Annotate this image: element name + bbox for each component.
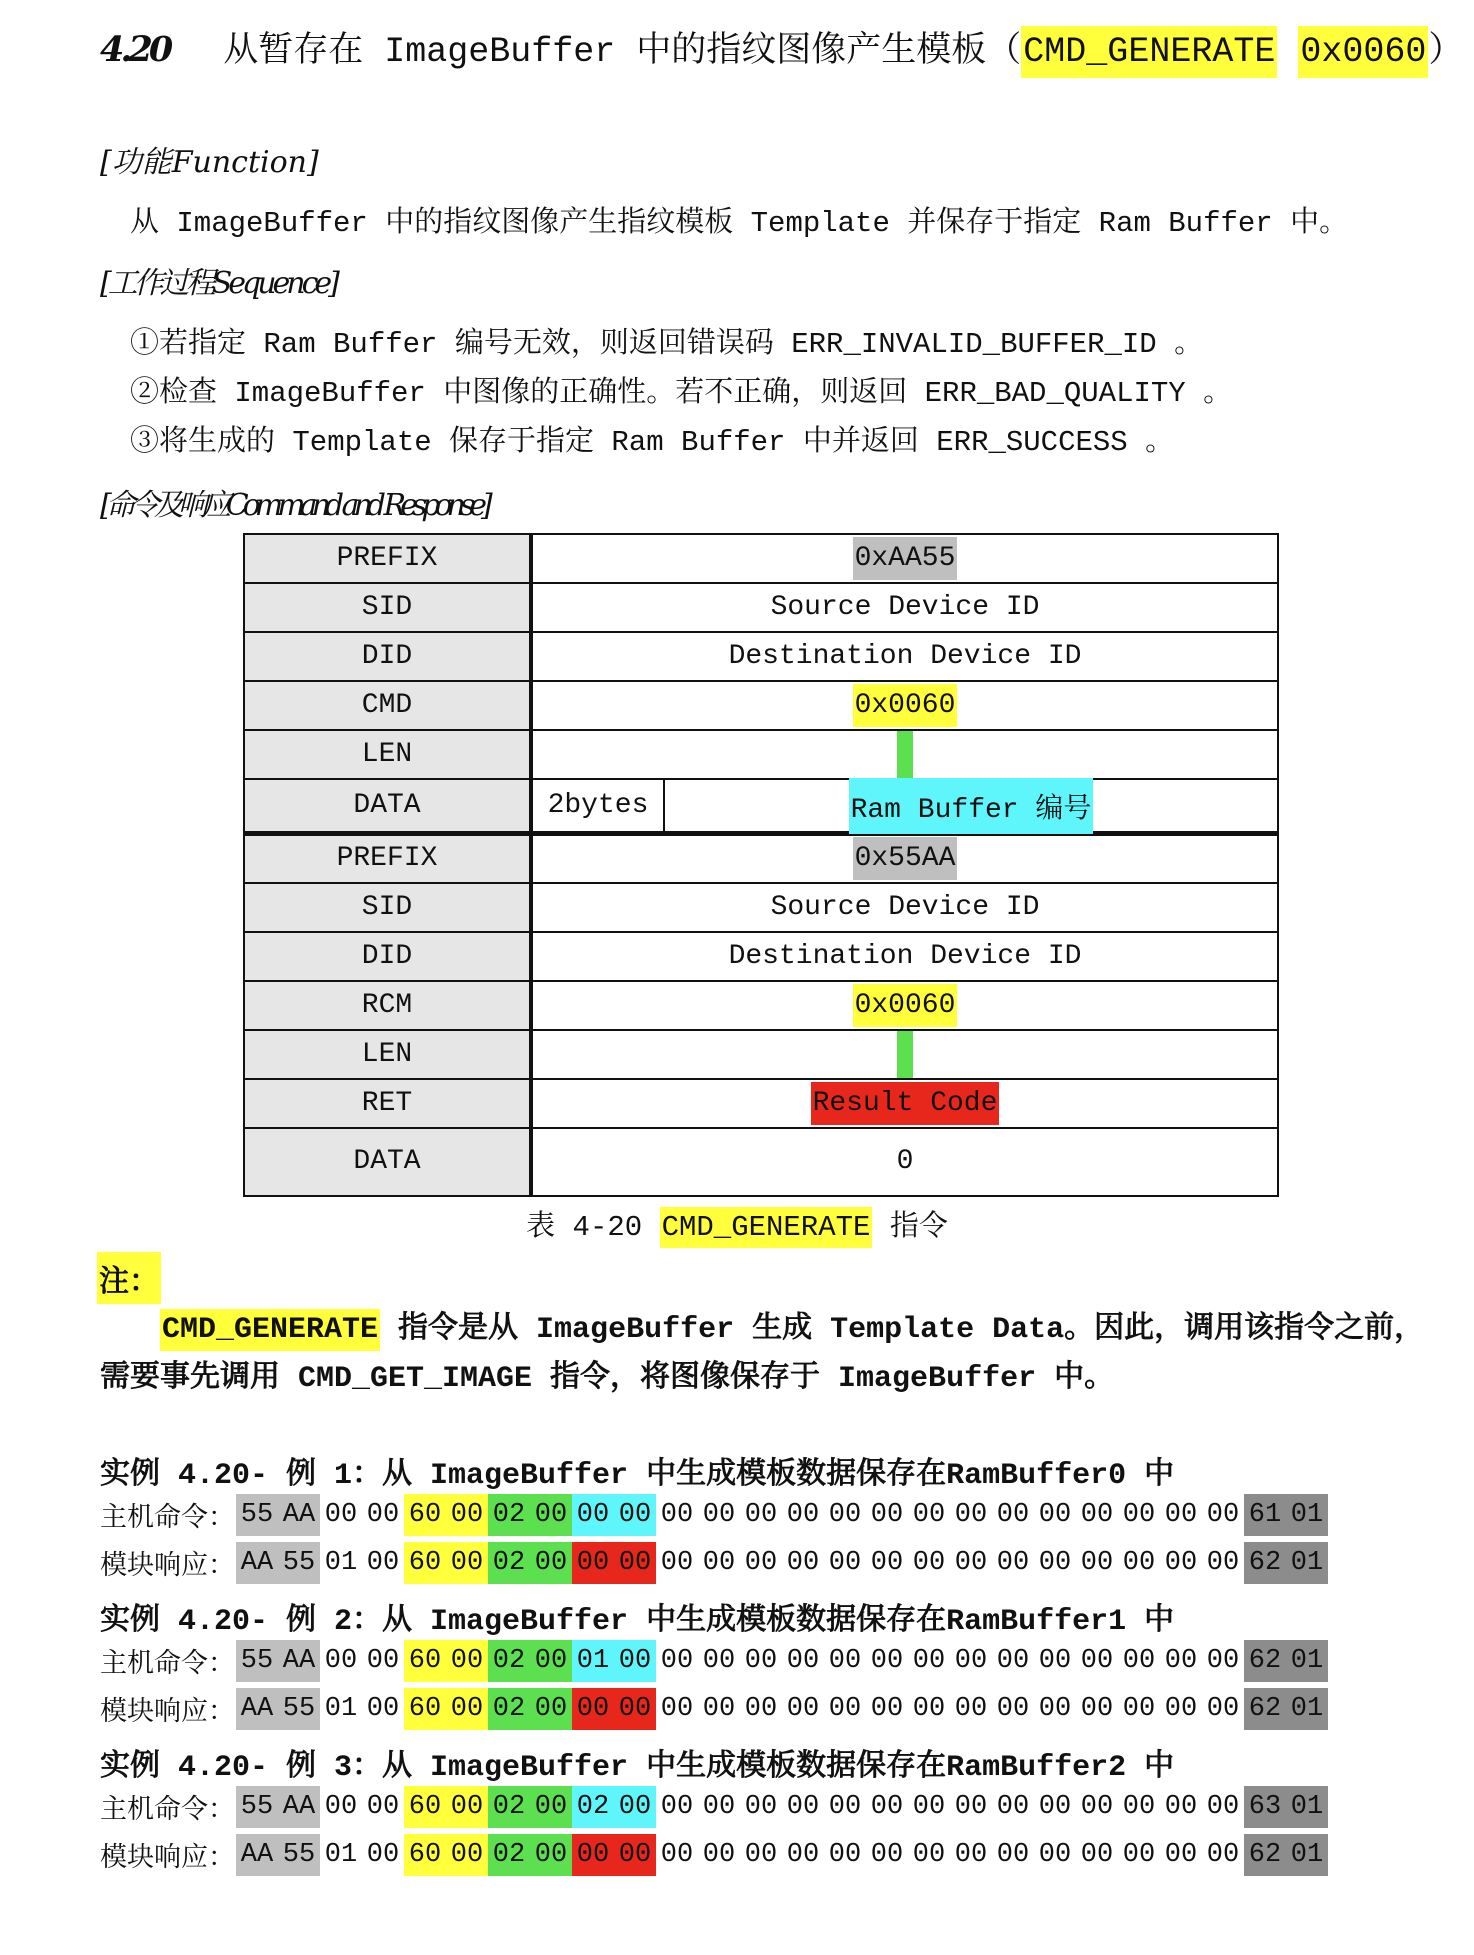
host-command-row [100, 1494, 1328, 1536]
len-marker [897, 731, 913, 778]
hex-byte: 00 [702, 1792, 736, 1822]
table-row [244, 1128, 1278, 1196]
hex-byte: 61 [1244, 1494, 1286, 1536]
hex-byte: 00 [702, 1646, 736, 1676]
hex-byte: 63 [1244, 1786, 1286, 1828]
hex-bytes [236, 1688, 1328, 1730]
len-marker [897, 1031, 913, 1078]
table-row [244, 834, 1278, 883]
note-line-1-text: 指令是从 ImageBuffer 生成 Template Data。因此，调用该指令之前， [380, 1313, 1425, 1347]
hex-byte: 62 [1244, 1542, 1286, 1584]
title-text: 从暂存在 ImageBuffer 中的指纹图像产生模板（ [223, 32, 1022, 72]
hex-byte: 00 [828, 1548, 862, 1578]
note-line-2: 需要事先调用 CMD_GET_IMAGE 指令，将图像保存于 ImageBuffer 中。 [100, 1362, 1115, 1396]
hex-byte: 00 [954, 1840, 988, 1870]
hex-byte: 00 [324, 1500, 358, 1530]
rsp-len-label: LEN [244, 1030, 531, 1079]
hex-byte: AA [278, 1494, 320, 1536]
hex-byte: 02 [488, 1640, 530, 1682]
rsp-data-value: 0 [531, 1128, 1278, 1196]
hex-byte: 00 [912, 1646, 946, 1676]
hex-byte: 00 [744, 1694, 778, 1724]
hex-byte: 62 [1244, 1688, 1286, 1730]
hex-byte: 00 [996, 1840, 1030, 1870]
note-label: 注： [97, 1252, 161, 1304]
hex-byte: 55 [278, 1834, 320, 1876]
hex-byte: 00 [446, 1834, 488, 1876]
hex-byte: 00 [446, 1688, 488, 1730]
table-row [244, 534, 1278, 583]
rsp-did-label: DID [244, 932, 531, 981]
hex-byte: 00 [1080, 1694, 1114, 1724]
caption-suffix: 指令 [872, 1211, 948, 1244]
table-row [244, 730, 1278, 779]
hex-byte: 00 [446, 1542, 488, 1584]
hex-byte: 02 [488, 1786, 530, 1828]
rsp-prefix-label: PREFIX [244, 834, 531, 883]
table-row [244, 981, 1278, 1030]
hex-byte: 00 [828, 1646, 862, 1676]
rsp-len-value-cell [531, 1030, 1278, 1079]
title-close: ） [1428, 32, 1464, 72]
hex-byte: 00 [1164, 1694, 1198, 1724]
hex-byte: 00 [530, 1640, 572, 1682]
hex-byte: 00 [786, 1792, 820, 1822]
example-title: 实例 4.20- 例 1：从 ImageBuffer 中生成模板数据保存在RamBuffer0 中 [100, 1459, 1175, 1493]
hex-byte: 00 [1122, 1646, 1156, 1676]
hex-byte: 00 [1164, 1840, 1198, 1870]
hex-byte: 00 [954, 1646, 988, 1676]
module-response-row [100, 1834, 1328, 1876]
hex-byte: 00 [870, 1500, 904, 1530]
hex-byte: 00 [366, 1792, 400, 1822]
table-row [244, 583, 1278, 632]
hex-byte: 00 [1122, 1500, 1156, 1530]
hex-byte: 00 [660, 1646, 694, 1676]
cmd-len-value-cell [531, 730, 1278, 779]
host-label: 主机命令： [100, 1505, 235, 1535]
hex-byte: 60 [404, 1786, 446, 1828]
hex-byte: 00 [660, 1500, 694, 1530]
hex-byte: 00 [996, 1548, 1030, 1578]
note-line-1 [160, 1302, 1424, 1347]
hex-byte: 02 [488, 1494, 530, 1536]
hex-byte: 00 [324, 1646, 358, 1676]
hex-byte: 00 [744, 1500, 778, 1530]
hex-byte: 00 [786, 1500, 820, 1530]
cmd-sid-value: Source Device ID [531, 583, 1278, 632]
hex-byte: 02 [488, 1542, 530, 1584]
hex-byte: 00 [572, 1688, 614, 1730]
hex-byte: 60 [404, 1640, 446, 1682]
hex-byte: 00 [530, 1542, 572, 1584]
hex-byte: 00 [446, 1786, 488, 1828]
hex-byte: 00 [954, 1548, 988, 1578]
cmd-cmd-value-cell [531, 681, 1278, 730]
hex-byte: 55 [278, 1542, 320, 1584]
hex-byte: 00 [786, 1548, 820, 1578]
cmd-prefix-label: PREFIX [244, 534, 531, 583]
hex-byte: 00 [954, 1500, 988, 1530]
hex-byte: 00 [1122, 1840, 1156, 1870]
hex-byte: 55 [236, 1786, 278, 1828]
hex-byte: 00 [530, 1494, 572, 1536]
hex-byte: AA [236, 1834, 278, 1876]
hex-byte: 01 [1286, 1640, 1328, 1682]
hex-byte: 00 [786, 1694, 820, 1724]
hex-byte: 00 [366, 1840, 400, 1870]
hex-byte: 00 [954, 1792, 988, 1822]
example-title: 实例 4.20- 例 2：从 ImageBuffer 中生成模板数据保存在RamBuffer1 中 [100, 1605, 1175, 1639]
rsp-ret-value: Result Code [811, 1082, 1000, 1125]
hex-bytes [236, 1640, 1328, 1682]
cmd-data-value: Ram Buffer 编号 [849, 778, 1094, 834]
host-label: 主机命令： [100, 1651, 235, 1681]
hex-byte: 55 [236, 1494, 278, 1536]
hex-byte: 00 [1206, 1500, 1240, 1530]
hex-byte: 00 [1038, 1548, 1072, 1578]
hex-bytes [236, 1786, 1328, 1828]
rsp-ret-value-cell [531, 1079, 1278, 1128]
hex-byte: 60 [404, 1688, 446, 1730]
hex-byte: 00 [614, 1542, 656, 1584]
hex-byte: 00 [530, 1688, 572, 1730]
table-row [244, 1079, 1278, 1128]
hex-bytes [236, 1542, 1328, 1584]
hex-byte: 00 [912, 1694, 946, 1724]
hex-byte: 00 [702, 1694, 736, 1724]
caption-cmd: CMD_GENERATE [660, 1207, 873, 1248]
hex-byte: 00 [828, 1500, 862, 1530]
hex-byte: 00 [660, 1792, 694, 1822]
host-command-row [100, 1640, 1328, 1682]
hex-byte: 00 [1080, 1548, 1114, 1578]
cmd-len-label: LEN [244, 730, 531, 779]
hex-byte: 00 [1122, 1792, 1156, 1822]
hex-byte: 00 [702, 1840, 736, 1870]
hex-byte: 60 [404, 1542, 446, 1584]
cmd-data-size: 2bytes [533, 780, 665, 831]
table-caption [0, 1203, 1474, 1244]
hex-byte: 00 [954, 1694, 988, 1724]
hex-byte: 00 [1122, 1548, 1156, 1578]
hex-byte: 01 [1286, 1494, 1328, 1536]
hex-byte: 00 [1164, 1548, 1198, 1578]
example-title: 实例 4.20- 例 3：从 ImageBuffer 中生成模板数据保存在RamBuffer2 中 [100, 1751, 1175, 1785]
cmd-prefix-value-cell [531, 534, 1278, 583]
caption-prefix: 表 4-20 [526, 1211, 660, 1244]
hex-byte: 00 [614, 1834, 656, 1876]
hex-byte: 00 [828, 1792, 862, 1822]
function-body: 从 ImageBuffer 中的指纹图像产生指纹模板 Template 并保存于指定 Ram Buffer 中。 [130, 207, 1349, 240]
section-number: 4.20 [100, 29, 170, 70]
hex-byte: 00 [870, 1840, 904, 1870]
function-heading: [功能Function] [100, 145, 319, 180]
hex-byte: 00 [366, 1548, 400, 1578]
rsp-data-label: DATA [244, 1128, 531, 1196]
sequence-heading: [工作过程Sequence] [100, 266, 336, 301]
cmd-data-label: DATA [244, 779, 531, 834]
hex-byte: 00 [572, 1494, 614, 1536]
hex-byte: 00 [912, 1792, 946, 1822]
hex-byte: 00 [1122, 1694, 1156, 1724]
sequence-step-3: ③将生成的 Template 保存于指定 Ram Buffer 中并返回 ERR_SUCCESS 。 [130, 426, 1175, 459]
hex-byte: 00 [614, 1688, 656, 1730]
host-label: 主机命令： [100, 1797, 235, 1827]
hex-byte: 00 [744, 1646, 778, 1676]
table-row [244, 1030, 1278, 1079]
hex-byte: 00 [702, 1548, 736, 1578]
hex-byte: 00 [530, 1786, 572, 1828]
hex-byte: 00 [1038, 1694, 1072, 1724]
hex-byte: 01 [1286, 1786, 1328, 1828]
cmd-did-value: Destination Device ID [531, 632, 1278, 681]
hex-byte: AA [278, 1786, 320, 1828]
hex-byte: 01 [1286, 1688, 1328, 1730]
rsp-rcm-value-cell [531, 981, 1278, 1030]
rsp-rcm-value: 0x0060 [853, 984, 958, 1027]
hex-byte: 00 [660, 1694, 694, 1724]
title-cmd: CMD_GENERATE [1021, 26, 1277, 78]
hex-byte: 00 [1080, 1500, 1114, 1530]
hex-byte: 00 [870, 1694, 904, 1724]
hex-byte: 62 [1244, 1640, 1286, 1682]
hex-byte: 01 [1286, 1834, 1328, 1876]
title-code: 0x0060 [1298, 26, 1428, 78]
rsp-ret-label: RET [244, 1079, 531, 1128]
rsp-did-value: Destination Device ID [531, 932, 1278, 981]
hex-byte: AA [236, 1542, 278, 1584]
command-response-table [243, 533, 1279, 1197]
cmd-did-label: DID [244, 632, 531, 681]
hex-byte: 60 [404, 1834, 446, 1876]
hex-byte: 55 [236, 1640, 278, 1682]
hex-byte: 02 [488, 1834, 530, 1876]
hex-byte: 00 [572, 1542, 614, 1584]
table-row [244, 932, 1278, 981]
hex-bytes [236, 1834, 1328, 1876]
module-response-row [100, 1688, 1328, 1730]
hex-byte: 00 [702, 1500, 736, 1530]
hex-byte: 00 [996, 1500, 1030, 1530]
table-row [244, 883, 1278, 932]
hex-byte: 00 [366, 1694, 400, 1724]
cmd-cmd-label: CMD [244, 681, 531, 730]
hex-byte: 00 [1038, 1840, 1072, 1870]
module-response-row [100, 1542, 1328, 1584]
hex-byte: 00 [786, 1646, 820, 1676]
cmd-cmd-value: 0x0060 [853, 684, 958, 727]
hex-byte: 00 [530, 1834, 572, 1876]
hex-byte: 00 [660, 1548, 694, 1578]
hex-byte: 00 [1080, 1646, 1114, 1676]
hex-byte: 00 [870, 1792, 904, 1822]
hex-byte: 00 [1206, 1694, 1240, 1724]
section-title [100, 22, 1463, 78]
module-label: 模块响应： [100, 1699, 235, 1729]
rsp-sid-value: Source Device ID [531, 883, 1278, 932]
rsp-prefix-value-cell [531, 834, 1278, 883]
hex-byte: 00 [324, 1792, 358, 1822]
hex-byte: 00 [366, 1646, 400, 1676]
cmd-response-heading: [命令及响应Command and Response] [100, 488, 487, 523]
hex-byte: 00 [744, 1840, 778, 1870]
hex-byte: 00 [744, 1792, 778, 1822]
hex-byte: 00 [1164, 1500, 1198, 1530]
hex-byte: 00 [1038, 1646, 1072, 1676]
hex-byte: 00 [786, 1840, 820, 1870]
hex-byte: 00 [614, 1786, 656, 1828]
hex-byte: 00 [996, 1792, 1030, 1822]
hex-byte: 02 [488, 1688, 530, 1730]
hex-byte: 00 [614, 1494, 656, 1536]
hex-byte: 00 [446, 1494, 488, 1536]
note-cmd: CMD_GENERATE [160, 1309, 380, 1351]
hex-byte: 00 [828, 1840, 862, 1870]
hex-byte: 00 [912, 1500, 946, 1530]
hex-byte: 01 [324, 1840, 358, 1870]
hex-byte: 60 [404, 1494, 446, 1536]
hex-byte: 00 [1164, 1646, 1198, 1676]
cmd-prefix-value: 0xAA55 [853, 537, 958, 580]
hex-byte: 00 [366, 1500, 400, 1530]
table-row [244, 779, 1278, 834]
module-label: 模块响应： [100, 1845, 235, 1875]
hex-byte: 02 [572, 1786, 614, 1828]
hex-byte: 00 [1038, 1500, 1072, 1530]
hex-byte: AA [236, 1688, 278, 1730]
sequence-step-1: ①若指定 Ram Buffer 编号无效，则返回错误码 ERR_INVALID_BUFFER_ID 。 [130, 328, 1204, 361]
hex-byte: 01 [1286, 1542, 1328, 1584]
sequence-step-2: ②检查 ImageBuffer 中图像的正确性。若不正确，则返回 ERR_BAD_QUALITY 。 [130, 377, 1233, 410]
hex-byte: 00 [1206, 1548, 1240, 1578]
hex-byte: 00 [1080, 1840, 1114, 1870]
hex-byte: 01 [324, 1694, 358, 1724]
hex-byte: 00 [870, 1646, 904, 1676]
table-row [244, 632, 1278, 681]
hex-byte: 01 [324, 1548, 358, 1578]
hex-byte: AA [278, 1640, 320, 1682]
hex-byte: 62 [1244, 1834, 1286, 1876]
hex-byte: 00 [572, 1834, 614, 1876]
hex-byte: 00 [870, 1548, 904, 1578]
rsp-prefix-value: 0x55AA [853, 837, 958, 880]
cmd-data-value-cell [531, 779, 1278, 834]
cmd-sid-label: SID [244, 583, 531, 632]
rsp-rcm-label: RCM [244, 981, 531, 1030]
hex-byte: 00 [912, 1548, 946, 1578]
hex-byte: 00 [446, 1640, 488, 1682]
hex-byte: 00 [996, 1694, 1030, 1724]
hex-byte: 00 [912, 1840, 946, 1870]
hex-byte: 00 [1206, 1840, 1240, 1870]
hex-byte: 00 [614, 1640, 656, 1682]
hex-byte: 00 [1080, 1792, 1114, 1822]
hex-byte: 00 [1164, 1792, 1198, 1822]
hex-byte: 00 [1206, 1792, 1240, 1822]
hex-byte: 00 [828, 1694, 862, 1724]
hex-byte: 55 [278, 1688, 320, 1730]
hex-byte: 00 [660, 1840, 694, 1870]
hex-byte: 00 [1038, 1792, 1072, 1822]
rsp-sid-label: SID [244, 883, 531, 932]
hex-byte: 00 [1206, 1646, 1240, 1676]
host-command-row [100, 1786, 1328, 1828]
hex-byte: 00 [996, 1646, 1030, 1676]
hex-byte: 00 [744, 1548, 778, 1578]
hex-byte: 01 [572, 1640, 614, 1682]
table-row [244, 681, 1278, 730]
hex-bytes [236, 1494, 1328, 1536]
module-label: 模块响应： [100, 1553, 235, 1583]
